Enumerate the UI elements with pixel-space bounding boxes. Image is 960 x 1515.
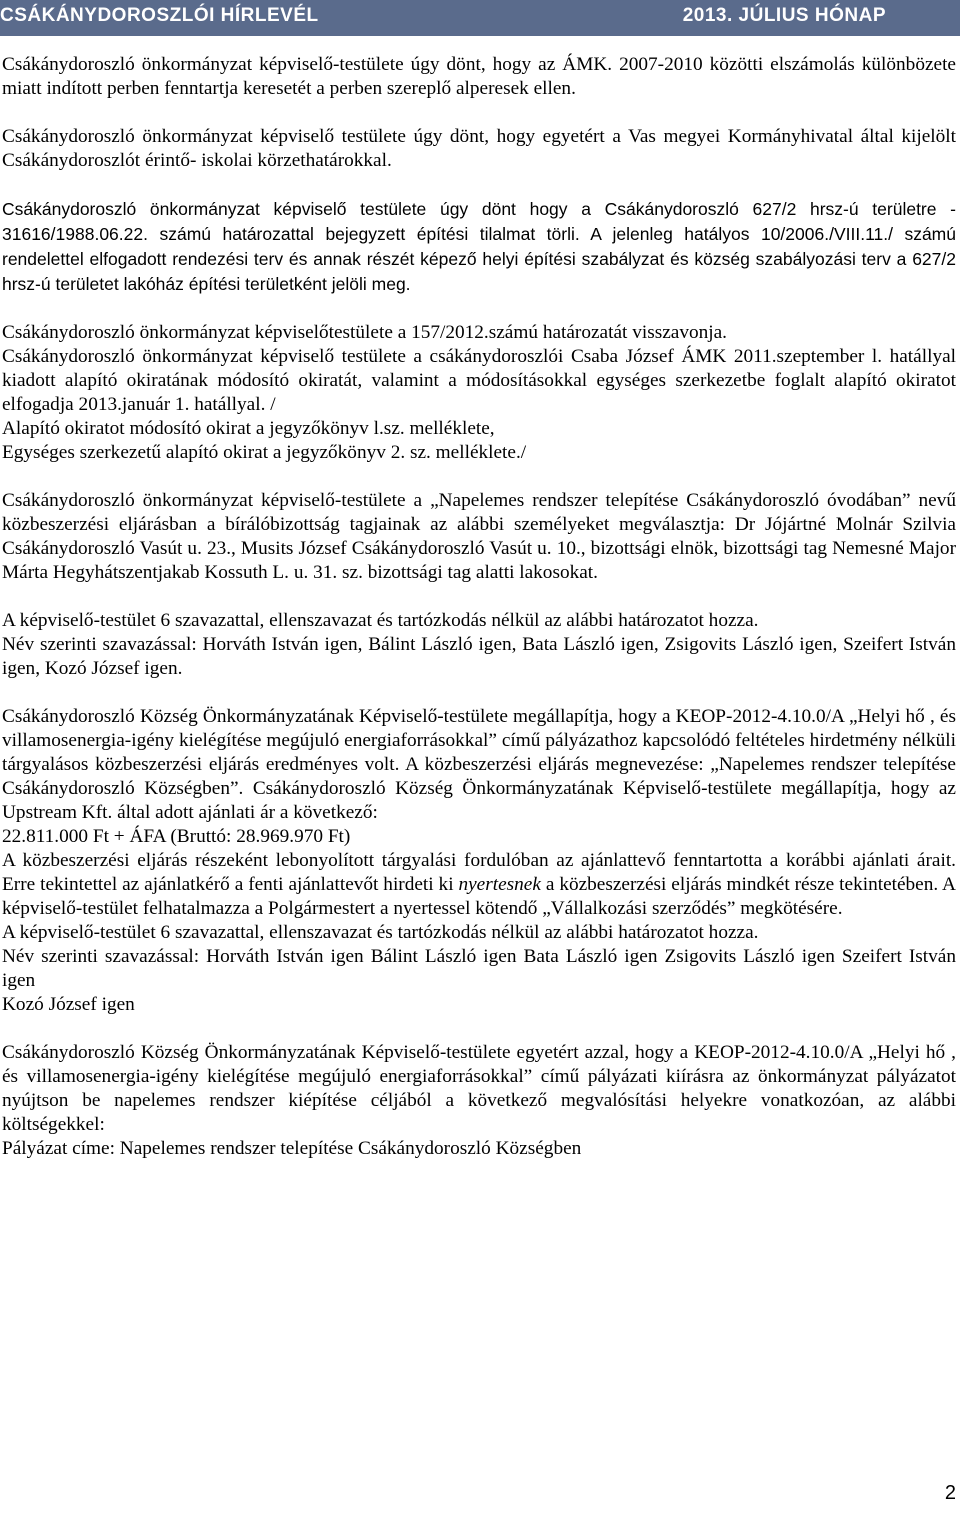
winner-text-a: A közbeszerzési eljárás részeként lebonyolított tárgyalási fordulóban az ajánlattevő fenntartotta a korábbi ajánlati árait. Erre tekintettel az ajánlatkérő a fenti ajánlattevőt hirdeti ki	[2, 850, 956, 895]
winner-italic: nyertesnek	[458, 874, 541, 895]
paragraph-committee: Csákánydoroszló önkormányzat képviselő-testülete a „Napelemes rendszer telepítése Csákánydoroszló óvodában” nevű közbeszerzési eljárásban a bírálóbizottság tagjainak az alábbi személyeket megválasztja: Dr Jójártné Molnár Szilvia Csákánydoroszló Vasút u. 23., Musits József Csákánydoroszló Vasút u. 10., bizottsági elnök, bizottsági tag Nemesné Major Márta Hegyhátszentjakab Kossuth L. u. 31. sz. bizottsági tag alatti lakosokat.	[2, 490, 956, 583]
paragraph-annex-2: Egységes szerkezetű alapító okirat a jegyzőkönyv 2. sz. melléklete./	[2, 442, 527, 463]
paragraph-price: 22.811.000 Ft + ÁFA (Bruttó: 28.969.970 Ft)	[2, 826, 351, 847]
paragraph-application-title: Pályázat címe: Napelemes rendszer telepítése Csákánydoroszló Községben	[2, 1138, 582, 1159]
paragraph-vote-1: A képviselő-testület 6 szavazattal, ellenszavazat és tartózkodás nélkül az alábbi határozatot hozza.	[2, 610, 759, 631]
building-ban-text: Csákánydoroszló önkormányzat képviselő testülete úgy dönt hogy a Csákánydoroszló 627/2 hrsz-ú területre - 31616/1988.06.22. számú határozattal bejegyzett építési tilalmat törli. A jelenleg hatályos 10/2006./VIII.11./ számú rendelettel elfogadott rendezési terv és annak részét képező helyi építési szabályzat és község szabályozási terv a 627/2 hrsz-ú területet lakóház építési területként jelöli meg.	[2, 199, 956, 294]
issue-date: 2013. JÚLIUS HÓNAP	[682, 5, 886, 26]
paragraph-amk-lawsuit: Csákánydoroszló önkormányzat képviselő-testülete úgy dönt, hogy az ÁMK. 2007-2010 közötti elszámolás különbözete miatt indított perben fenntartja keresetét a perben szereplő alperesek ellen.	[2, 54, 956, 99]
paragraph-resolution-revoke: Csákánydoroszló önkormányzat képviselőtestülete a 157/2012.számú határozatát visszavonja.	[2, 322, 727, 343]
paragraph-charter-amendment: Csákánydoroszló önkormányzat képviselő testülete a csákánydoroszlói Csaba József ÁMK 2011.szeptember l. hatállyal kiadott alapító okiratának módosító okiratát, valamint a módosításokkal egységes szerkezetbe foglalt alapító okiratot elfogadja 2013.január 1. hatállyal. /	[2, 346, 956, 415]
paragraph-vote-2: A képviselő-testület 6 szavazattal, ellenszavazat és tartózkodás nélkül az alábbi határozatot hozza.	[2, 922, 759, 943]
paragraph-keop-application: Csákánydoroszló Község Önkormányzatának Képviselő-testülete egyetért azzal, hogy a KEOP-2012-4.10.0/A „Helyi hő , és villamosenergia-igény kielégítése megújuló energiaforrásokkal” című pályázati kiírásra az önkormányzat pályázatot nyújtson be napelemes rendszer kiépítése céljából a következő megvalósítási helyekre vonatkozóan, az alábbi költségekkel:	[2, 1042, 956, 1135]
paragraph-annex-1: Alapító okiratot módosító okirat a jegyzőkönyv l.sz. melléklete,	[2, 418, 495, 439]
paragraph-roll-call-2: Név szerinti szavazással: Horváth István igen Bálint László igen Bata László igen Zsigovits László igen Szeifert István igen	[2, 946, 956, 991]
paragraph-roll-call-2-end: Kozó József igen	[2, 994, 135, 1015]
page-number: 2	[944, 1482, 956, 1504]
document-body	[2, 53, 956, 1161]
paragraph-school-districts: Csákánydoroszló önkormányzat képviselő testülete úgy dönt, hogy egyetért a Vas megyei Kormányhivatal által kijelölt Csákánydoroszlót érintő- iskolai körzethatárokkal.	[2, 126, 956, 171]
winner-text-b: a közbeszerzési eljárás mindkét része tekintetében. A képviselő-testület felhatalmazza a Polgármestert a nyertessel kötendő „Vállalkozási szerződés” megkötésére.	[2, 874, 956, 919]
newsletter-title: CSÁKÁNYDOROSZLÓI HÍRLEVÉL	[0, 5, 319, 26]
header-bar	[0, 0, 960, 36]
paragraph-winner	[2, 849, 956, 921]
paragraph-roll-call-1: Név szerinti szavazással: Horváth István igen, Bálint László igen, Bata László igen, Zsigovits László igen, Szeifert István igen, Kozó József igen.	[2, 634, 956, 679]
paragraph-building-ban	[2, 197, 956, 297]
paragraph-keop-result: Csákánydoroszló Község Önkormányzatának Képviselő-testülete megállapítja, hogy a KEOP-2012-4.10.0/A „Helyi hő , és villamosenergia-igény kielégítése megújuló energiaforrásokkal” című pályázathoz kapcsolódó feltételes hirdetmény nélküli tárgyalásos közbeszerzési eljárás eredményes volt. A közbeszerzési eljárás megnevezése: „Napelemes rendszer telepítése Csákánydoroszló Községben”. Csákánydoroszló Község Önkormányzatának Képviselő-testülete megállapítja, hogy az Upstream Kft. által adott ajánlati ár a következő:	[2, 706, 956, 823]
